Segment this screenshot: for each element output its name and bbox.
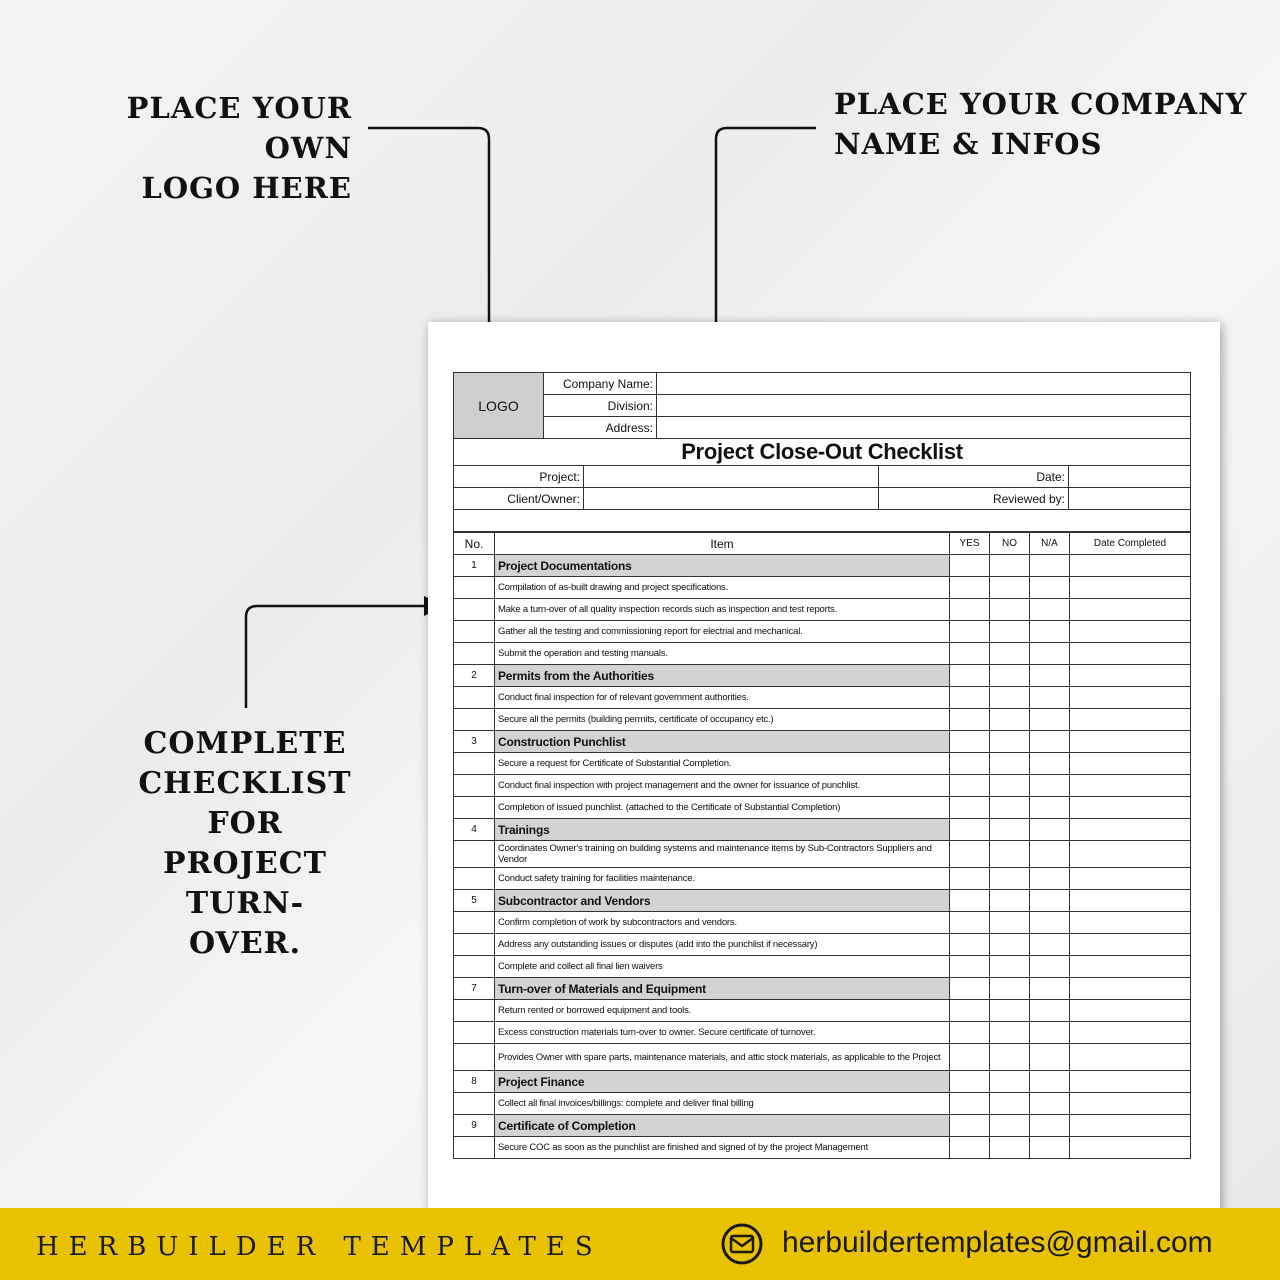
- date-completed-cell[interactable]: [1070, 1115, 1191, 1137]
- project-label: Project:: [454, 466, 584, 488]
- na-cell[interactable]: [1030, 841, 1070, 868]
- yes-cell[interactable]: [950, 599, 990, 621]
- date-completed-cell[interactable]: [1070, 599, 1191, 621]
- section-row: [454, 1071, 1191, 1093]
- col-header-na: N/A: [1030, 533, 1070, 555]
- checklist-item-text: Secure a request for Certificate of Substantial Completion.: [495, 753, 950, 775]
- no-cell[interactable]: [990, 841, 1030, 868]
- checklist-item-row: [454, 687, 1191, 709]
- item-number-cell: [454, 797, 495, 819]
- checklist-item-row: [454, 643, 1191, 665]
- section-title: Construction Punchlist: [495, 731, 950, 753]
- callout-company: [834, 84, 1274, 164]
- date-completed-cell[interactable]: [1070, 934, 1191, 956]
- na-cell[interactable]: [1030, 577, 1070, 599]
- checklist-item-text: Complete and collect all final lien waivers: [495, 956, 950, 978]
- checklist-item-text: Make a turn-over of all quality inspection records such as inspection and test reports.: [495, 599, 950, 621]
- yes-cell[interactable]: [950, 1044, 990, 1071]
- item-number-cell: [454, 1022, 495, 1044]
- yes-cell[interactable]: [950, 643, 990, 665]
- callout-logo: [40, 88, 352, 208]
- no-cell[interactable]: [990, 978, 1030, 1000]
- date-completed-cell[interactable]: [1070, 868, 1191, 890]
- yes-cell[interactable]: [950, 1137, 990, 1159]
- section-number: 5: [454, 890, 495, 912]
- section-row: [454, 978, 1191, 1000]
- checklist-item-text: Secure all the permits (building permits, certificate of occupancy etc.): [495, 709, 950, 731]
- section-title: Turn-over of Materials and Equipment: [495, 978, 950, 1000]
- callout-line: PLACE YOUR OWN: [126, 91, 352, 165]
- col-header-no-answer: NO: [990, 533, 1030, 555]
- checklist-item-text: Return rented or borrowed equipment and tools.: [495, 1000, 950, 1022]
- arrow-logo: [368, 128, 489, 336]
- yes-cell[interactable]: [950, 621, 990, 643]
- date-completed-cell[interactable]: [1070, 1093, 1191, 1115]
- date-field[interactable]: [1069, 466, 1191, 488]
- na-cell[interactable]: [1030, 819, 1070, 841]
- checklist-item-row: [454, 912, 1191, 934]
- section-row: [454, 665, 1191, 687]
- na-cell[interactable]: [1030, 665, 1070, 687]
- callout-checklist: [100, 724, 390, 964]
- no-cell[interactable]: [990, 890, 1030, 912]
- na-cell[interactable]: [1030, 687, 1070, 709]
- checklist-item-text: Provides Owner with spare parts, maintenance materials, and attic stock materials, as applicable to the Project: [495, 1044, 950, 1071]
- checklist-item-text: Address any outstanding issues or disputes (add into the punchlist if necessary): [495, 934, 950, 956]
- callout-line: PLACE YOUR COMPANY: [834, 87, 1248, 121]
- date-completed-cell[interactable]: [1070, 797, 1191, 819]
- checklist-item-row: [454, 775, 1191, 797]
- header-table: [453, 372, 1191, 532]
- col-header-date-completed: Date Completed: [1070, 533, 1191, 555]
- item-number-cell: [454, 1044, 495, 1071]
- na-cell[interactable]: [1030, 934, 1070, 956]
- checklist-item-row: [454, 1137, 1191, 1159]
- na-cell[interactable]: [1030, 709, 1070, 731]
- col-header-yes: YES: [950, 533, 990, 555]
- na-cell[interactable]: [1030, 1022, 1070, 1044]
- date-completed-cell[interactable]: [1070, 621, 1191, 643]
- checklist-item-text: Excess construction materials turn-over to owner. Secure certificate of turnover.: [495, 1022, 950, 1044]
- no-cell[interactable]: [990, 599, 1030, 621]
- yes-cell[interactable]: [950, 1093, 990, 1115]
- yes-cell[interactable]: [950, 1071, 990, 1093]
- no-cell[interactable]: [990, 868, 1030, 890]
- no-cell[interactable]: [990, 643, 1030, 665]
- yes-cell[interactable]: [950, 797, 990, 819]
- date-completed-cell[interactable]: [1070, 978, 1191, 1000]
- na-cell[interactable]: [1030, 978, 1070, 1000]
- na-cell[interactable]: [1030, 753, 1070, 775]
- client-owner-label: Client/Owner:: [454, 488, 584, 510]
- section-row: [454, 890, 1191, 912]
- date-completed-cell[interactable]: [1070, 1022, 1191, 1044]
- na-cell[interactable]: [1030, 1115, 1070, 1137]
- checklist-item-text: Secure COC as soon as the punchlist are finished and signed of by the project Management: [495, 1137, 950, 1159]
- date-completed-cell[interactable]: [1070, 709, 1191, 731]
- no-cell[interactable]: [990, 956, 1030, 978]
- item-number-cell: [454, 709, 495, 731]
- checklist-item-text: Confirm completion of work by subcontractors and vendors.: [495, 912, 950, 934]
- col-header-no: No.: [454, 533, 495, 555]
- section-title: Certificate of Completion: [495, 1115, 950, 1137]
- date-completed-cell[interactable]: [1070, 555, 1191, 577]
- yes-cell[interactable]: [950, 819, 990, 841]
- item-number-cell: [454, 912, 495, 934]
- yes-cell[interactable]: [950, 665, 990, 687]
- date-completed-cell[interactable]: [1070, 1000, 1191, 1022]
- no-cell[interactable]: [990, 1044, 1030, 1071]
- section-title: Subcontractor and Vendors: [495, 890, 950, 912]
- date-completed-cell[interactable]: [1070, 956, 1191, 978]
- no-cell[interactable]: [990, 775, 1030, 797]
- checklist-item-row: [454, 709, 1191, 731]
- checklist-item-text: Compilation of as-built drawing and project specifications.: [495, 577, 950, 599]
- checklist-item-row: [454, 599, 1191, 621]
- checklist-item-text: Completion of issued punchlist. (attached to the Certificate of Substantial Completion): [495, 797, 950, 819]
- yes-cell[interactable]: [950, 956, 990, 978]
- date-completed-cell[interactable]: [1070, 841, 1191, 868]
- section-number: 3: [454, 731, 495, 753]
- na-cell[interactable]: [1030, 1071, 1070, 1093]
- na-cell[interactable]: [1030, 797, 1070, 819]
- division-label: Division:: [544, 395, 657, 417]
- yes-cell[interactable]: [950, 687, 990, 709]
- item-number-cell: [454, 934, 495, 956]
- company-name-label: Company Name:: [544, 373, 657, 395]
- callout-line: COMPLETE: [143, 726, 347, 761]
- checklist-item-text: Collect all final invoices/billings: complete and deliver final billing: [495, 1093, 950, 1115]
- address-label: Address:: [544, 417, 657, 439]
- no-cell[interactable]: [990, 555, 1030, 577]
- yes-cell[interactable]: [950, 775, 990, 797]
- yes-cell[interactable]: [950, 841, 990, 868]
- column-header-row: [454, 533, 1191, 555]
- yes-cell[interactable]: [950, 555, 990, 577]
- checklist-item-row: [454, 841, 1191, 868]
- callout-line: OVER.: [188, 926, 302, 961]
- company-name-field[interactable]: [657, 373, 1191, 395]
- section-row: [454, 555, 1191, 577]
- yes-cell[interactable]: [950, 753, 990, 775]
- no-cell[interactable]: [990, 665, 1030, 687]
- checklist-item-row: [454, 956, 1191, 978]
- date-completed-cell[interactable]: [1070, 643, 1191, 665]
- yes-cell[interactable]: [950, 934, 990, 956]
- address-field[interactable]: [657, 417, 1191, 439]
- callout-line: LOGO HERE: [141, 171, 352, 205]
- na-cell[interactable]: [1030, 956, 1070, 978]
- section-number: 4: [454, 819, 495, 841]
- section-number: 7: [454, 978, 495, 1000]
- yes-cell[interactable]: [950, 868, 990, 890]
- spacer-row: [454, 510, 1191, 532]
- checklist-item-row: [454, 577, 1191, 599]
- item-number-cell: [454, 1000, 495, 1022]
- reviewed-by-label: Reviewed by:: [879, 488, 1069, 510]
- contact-email[interactable]: herbuildertemplates@gmail.com: [782, 1226, 1213, 1259]
- item-number-cell: [454, 1137, 495, 1159]
- yes-cell[interactable]: [950, 1000, 990, 1022]
- footer-bar: [0, 1208, 1280, 1280]
- date-completed-cell[interactable]: [1070, 775, 1191, 797]
- section-row: [454, 819, 1191, 841]
- section-title: Project Documentations: [495, 555, 950, 577]
- yes-cell[interactable]: [950, 890, 990, 912]
- item-number-cell: [454, 841, 495, 868]
- checklist-item-row: [454, 621, 1191, 643]
- item-number-cell: [454, 577, 495, 599]
- no-cell[interactable]: [990, 731, 1030, 753]
- section-title: Permits from the Authorities: [495, 665, 950, 687]
- date-completed-cell[interactable]: [1070, 819, 1191, 841]
- no-cell[interactable]: [990, 1115, 1030, 1137]
- date-completed-cell[interactable]: [1070, 1137, 1191, 1159]
- no-cell[interactable]: [990, 621, 1030, 643]
- date-completed-cell[interactable]: [1070, 1071, 1191, 1093]
- checklist-item-row: [454, 1000, 1191, 1022]
- checklist-table: [453, 532, 1191, 1159]
- checklist-item-row: [454, 1022, 1191, 1044]
- envelope-icon: [720, 1222, 764, 1266]
- checklist-item-row: [454, 868, 1191, 890]
- na-cell[interactable]: [1030, 868, 1070, 890]
- date-completed-cell[interactable]: [1070, 1044, 1191, 1071]
- date-label: Date:: [879, 466, 1069, 488]
- section-number: 9: [454, 1115, 495, 1137]
- no-cell[interactable]: [990, 1071, 1030, 1093]
- callout-line: NAME & INFOS: [834, 127, 1103, 161]
- na-cell[interactable]: [1030, 1137, 1070, 1159]
- client-owner-field[interactable]: [584, 488, 879, 510]
- item-number-cell: [454, 599, 495, 621]
- checklist-item-row: [454, 753, 1191, 775]
- arrow-company: [716, 128, 816, 336]
- checklist-item-text: Conduct final inspection with project management and the owner for issuance of punchlist.: [495, 775, 950, 797]
- checklist-item-text: Conduct final inspection for of relevant government authorities.: [495, 687, 950, 709]
- na-cell[interactable]: [1030, 621, 1070, 643]
- brand-name: HERBUILDER TEMPLATES: [36, 1232, 603, 1262]
- no-cell[interactable]: [990, 1000, 1030, 1022]
- na-cell[interactable]: [1030, 1044, 1070, 1071]
- checklist-item-text: Conduct safety training for facilities maintenance.: [495, 868, 950, 890]
- no-cell[interactable]: [990, 1022, 1030, 1044]
- section-row: [454, 1115, 1191, 1137]
- section-row: [454, 731, 1191, 753]
- date-completed-cell[interactable]: [1070, 687, 1191, 709]
- section-number: 8: [454, 1071, 495, 1093]
- no-cell[interactable]: [990, 1137, 1030, 1159]
- item-number-cell: [454, 775, 495, 797]
- checklist-item-text: Gather all the testing and commissioning report for electrial and mechanical.: [495, 621, 950, 643]
- section-number: 1: [454, 555, 495, 577]
- na-cell[interactable]: [1030, 1000, 1070, 1022]
- na-cell[interactable]: [1030, 555, 1070, 577]
- na-cell[interactable]: [1030, 731, 1070, 753]
- checklist-item-row: [454, 934, 1191, 956]
- checklist-sheet: [453, 372, 1190, 1159]
- no-cell[interactable]: [990, 687, 1030, 709]
- checklist-item-text: Submit the operation and testing manuals.: [495, 643, 950, 665]
- item-number-cell: [454, 621, 495, 643]
- logo-placeholder: LOGO: [454, 373, 544, 439]
- date-completed-cell[interactable]: [1070, 912, 1191, 934]
- na-cell[interactable]: [1030, 643, 1070, 665]
- callout-line: CHECKLIST FOR: [138, 766, 352, 841]
- arrow-checklist: [246, 606, 434, 708]
- section-title: Project Finance: [495, 1071, 950, 1093]
- na-cell[interactable]: [1030, 890, 1070, 912]
- reviewed-by-field[interactable]: [1069, 488, 1191, 510]
- col-header-item: Item: [495, 533, 950, 555]
- na-cell[interactable]: [1030, 1093, 1070, 1115]
- item-number-cell: [454, 868, 495, 890]
- checklist-item-row: [454, 1044, 1191, 1071]
- na-cell[interactable]: [1030, 912, 1070, 934]
- no-cell[interactable]: [990, 797, 1030, 819]
- yes-cell[interactable]: [950, 1115, 990, 1137]
- section-title: Trainings: [495, 819, 950, 841]
- na-cell[interactable]: [1030, 599, 1070, 621]
- checklist-document: [428, 322, 1220, 1222]
- project-field[interactable]: [584, 466, 879, 488]
- item-number-cell: [454, 643, 495, 665]
- yes-cell[interactable]: [950, 978, 990, 1000]
- callout-line: PROJECT TURN-: [163, 846, 327, 921]
- date-completed-cell[interactable]: [1070, 577, 1191, 599]
- yes-cell[interactable]: [950, 731, 990, 753]
- yes-cell[interactable]: [950, 577, 990, 599]
- checklist-item-row: [454, 1093, 1191, 1115]
- no-cell[interactable]: [990, 709, 1030, 731]
- na-cell[interactable]: [1030, 775, 1070, 797]
- no-cell[interactable]: [990, 753, 1030, 775]
- yes-cell[interactable]: [950, 912, 990, 934]
- date-completed-cell[interactable]: [1070, 665, 1191, 687]
- yes-cell[interactable]: [950, 1022, 990, 1044]
- no-cell[interactable]: [990, 1093, 1030, 1115]
- section-number: 2: [454, 665, 495, 687]
- item-number-cell: [454, 753, 495, 775]
- division-field[interactable]: [657, 395, 1191, 417]
- no-cell[interactable]: [990, 934, 1030, 956]
- no-cell[interactable]: [990, 912, 1030, 934]
- date-completed-cell[interactable]: [1070, 753, 1191, 775]
- date-completed-cell[interactable]: [1070, 731, 1191, 753]
- item-number-cell: [454, 1093, 495, 1115]
- yes-cell[interactable]: [950, 709, 990, 731]
- document-title: Project Close-Out Checklist: [454, 439, 1191, 466]
- item-number-cell: [454, 956, 495, 978]
- date-completed-cell[interactable]: [1070, 890, 1191, 912]
- item-number-cell: [454, 687, 495, 709]
- checklist-item-row: [454, 797, 1191, 819]
- checklist-item-text: Coordinates Owner's training on building systems and maintenance items by Sub-Contractors Suppliers and Vendor: [495, 841, 950, 868]
- no-cell[interactable]: [990, 577, 1030, 599]
- no-cell[interactable]: [990, 819, 1030, 841]
